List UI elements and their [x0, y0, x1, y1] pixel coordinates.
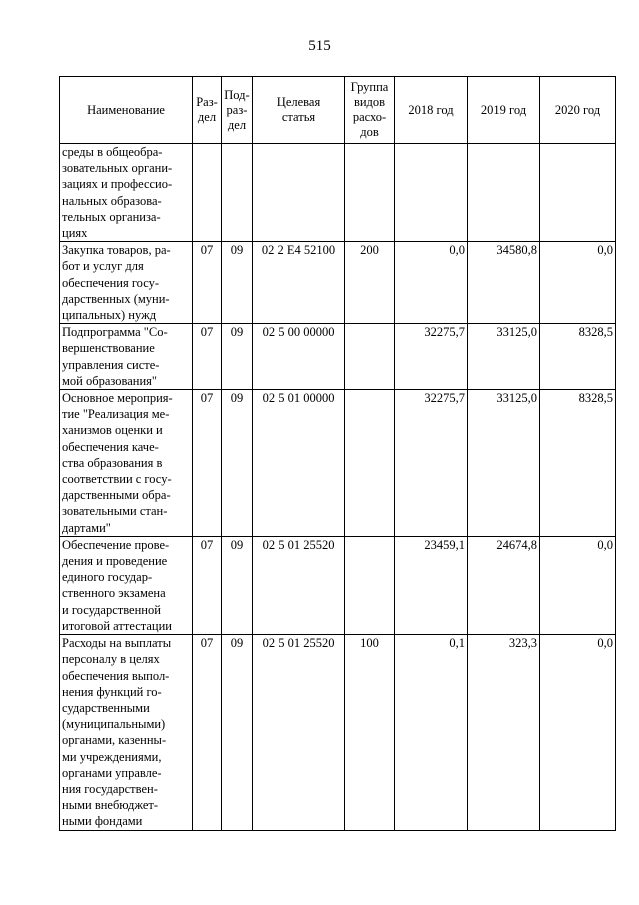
header-podrazdel: Под- раз- дел: [222, 77, 253, 144]
table-row[interactable]: [60, 390, 616, 537]
cell-podrazdel: 09: [222, 390, 253, 537]
cell-2019: 34580,8: [468, 242, 540, 324]
cell-gruppa: [345, 324, 395, 390]
cell-gruppa: [345, 536, 395, 634]
table-body: [60, 144, 616, 831]
cell-2020: 8328,5: [540, 324, 616, 390]
cell-name: Основное мероприя- тие "Реализация ме- ханизмов оценки и обеспечения каче- ства образования в соответствии с госу- дарственными обра- зовательными стан- дартами": [60, 390, 193, 537]
cell-2020: 8328,5: [540, 390, 616, 537]
cell-razdel: 07: [193, 390, 222, 537]
table-row[interactable]: [60, 536, 616, 634]
cell-2018: 32275,7: [395, 390, 468, 537]
cell-name: Закупка товаров, ра- бот и услуг для обеспечения госу- дарственных (муни- ципальных) нужд: [60, 242, 193, 324]
cell-2020: [540, 144, 616, 242]
cell-name: Расходы на выплаты персоналу в целях обеспечения выпол- нения функций го- сударственными (муниципальными) органами, казенны- ми учреждениями, органами управле- ния государствен- ными внебюджет- ными фондами: [60, 635, 193, 830]
cell-2018: 32275,7: [395, 324, 468, 390]
cell-2018: 23459,1: [395, 536, 468, 634]
table-row[interactable]: [60, 635, 616, 830]
header-2019: 2019 год: [468, 77, 540, 144]
cell-podrazdel: [222, 144, 253, 242]
cell-razdel: 07: [193, 324, 222, 390]
cell-podrazdel: 09: [222, 242, 253, 324]
cell-razdel: 07: [193, 242, 222, 324]
cell-podrazdel: 09: [222, 324, 253, 390]
cell-celevaya-statya: 02 2 E4 52100: [253, 242, 345, 324]
cell-2019: 323,3: [468, 635, 540, 830]
cell-2019: 33125,0: [468, 324, 540, 390]
cell-podrazdel: 09: [222, 536, 253, 634]
page-number: 515: [308, 38, 331, 54]
cell-2020: 0,0: [540, 242, 616, 324]
cell-name: среды в общеобра- зовательных органи- зациях и профессио- нальных образова- тельных организа- циях: [60, 144, 193, 242]
cell-celevaya-statya: 02 5 00 00000: [253, 324, 345, 390]
cell-celevaya-statya: 02 5 01 25520: [253, 635, 345, 830]
cell-2019: 33125,0: [468, 390, 540, 537]
header-name: Наименование: [60, 77, 193, 144]
cell-2018: 0,1: [395, 635, 468, 830]
cell-2018: [395, 144, 468, 242]
cell-2019: [468, 144, 540, 242]
cell-2018: 0,0: [395, 242, 468, 324]
table-row[interactable]: [60, 144, 616, 242]
header-celevaya-statya: Целевая статья: [253, 77, 345, 144]
table-row[interactable]: [60, 242, 616, 324]
cell-gruppa: 200: [345, 242, 395, 324]
cell-gruppa: [345, 144, 395, 242]
cell-celevaya-statya: 02 5 01 25520: [253, 536, 345, 634]
cell-gruppa: [345, 390, 395, 537]
cell-razdel: 07: [193, 635, 222, 830]
cell-gruppa: 100: [345, 635, 395, 830]
cell-razdel: [193, 144, 222, 242]
table-header-row: [60, 77, 616, 144]
cell-celevaya-statya: 02 5 01 00000: [253, 390, 345, 537]
cell-2019: 24674,8: [468, 536, 540, 634]
cell-2020: 0,0: [540, 536, 616, 634]
table-row[interactable]: [60, 324, 616, 390]
header-gruppa-vidov-rashodov: Группа видов расхо- дов: [345, 77, 395, 144]
cell-podrazdel: 09: [222, 635, 253, 830]
cell-2020: 0,0: [540, 635, 616, 830]
header-razdel: Раз- дел: [193, 77, 222, 144]
cell-name: Обеспечение прове- дения и проведение единого государ- ственного экзамена и государственной итоговой аттестации: [60, 536, 193, 634]
header-2020: 2020 год: [540, 77, 616, 144]
cell-razdel: 07: [193, 536, 222, 634]
cell-name: Подпрограмма "Со- вершенствование управления систе- мой образования": [60, 324, 193, 390]
cell-celevaya-statya: [253, 144, 345, 242]
header-2018: 2018 год: [395, 77, 468, 144]
budget-table: [59, 76, 616, 831]
